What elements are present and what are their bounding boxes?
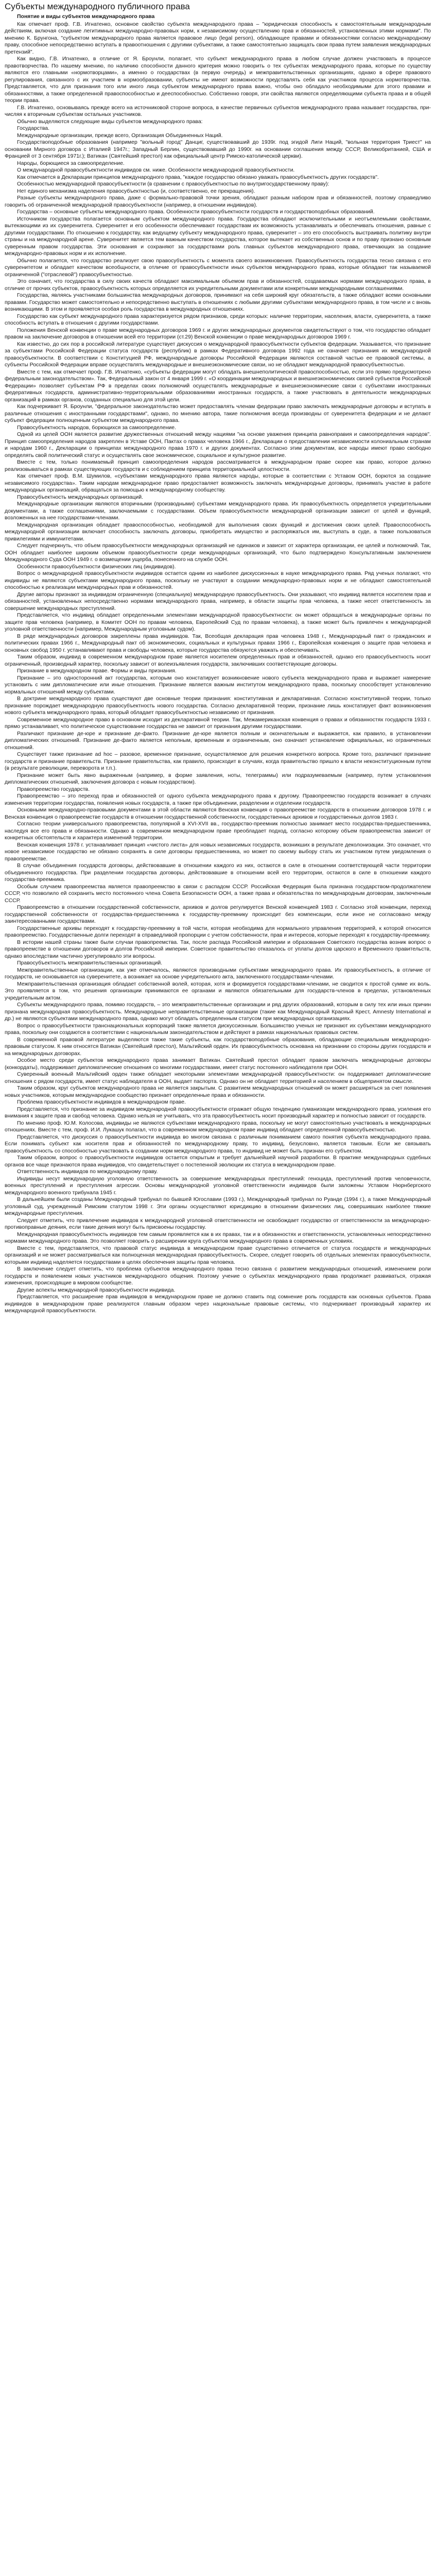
paragraph: Государства – основные субъекты международного права. Особенности правосубъектности государств и государствоподобных образований. — [17, 209, 375, 215]
paragraph: Представляется, что дискуссия о правосубъектности индивида во многом связана с различным пониманием самого понятия субъекта международного права. Если понимать субъект как носителя прав и обязанностей по международному праву, то индивид, безусловно, является таковым. Если же связывать правосубъектность со способностью участвовать в создании норм международного права, то индивид не может быть признан его субъектом. — [5, 1133, 431, 1154]
paragraph: В ряде международных договоров закреплены права индивидов. Так, Всеобщая декларация прав человека 1948 г., Международный пакт о гражданских и политических правах 1966 г., Международный пакт об экономических, социальных и культурных правах 1966 г., Европейская конвенция о защите прав человека и основных свобод 1950 г. устанавливают права и свободы человека, которые государства обязуются уважать и обеспечивать. — [5, 633, 431, 653]
paragraph: Правосубъектность международных организаций. — [17, 494, 143, 500]
paragraph: Г.В. Игнатенко, основываясь прежде всего на источниковой стороне вопроса, в качестве первичных субъектов международного права называет государства, причисляя к вторичным субъектам остальных участников. — [5, 104, 431, 117]
paragraph: Разные субъекты международного права, даже с формально-правовой точки зрения, обладают разным набором прав и обязанностей, поэтому справедливо говорить об ограниченной международной правосубъектности (например, в отношении индивидов). — [5, 195, 431, 208]
paragraph: О международной правосубъектности индивидов см. ниже. Особенности международной правосубъектности. — [17, 167, 295, 173]
paragraph: Таким образом, круг субъектов международного права не является закрытым. С развитием международных отношений он может расширяться за счет появления новых участников, которым международное сообщество признает определенные права и обязанности. — [5, 1085, 431, 1098]
paragraph: Источником государства полагается основным субъектом международного права. Государства обладают исключительными и неотъемлемыми свойствами, вытекающими из их суверенитета. Суверенитет и его особенности обеспечивают государствам их возможность устанавливать и обеспечивать отношения, равные с другими государствами. По отношению к государству, как ведущему субъекту международного права, суверенитет – это его способность выстраивать политику внутри страны и на международной арене. Суверенитет является тем важным качеством государства, которое вытекает из собственных основ и по праву признано основным суверенным правом государства. Эти основания и сохраняют за государствами роль главных субъектов международного права, отвечающих за создание международно-правовых норм и их исполнение. — [5, 215, 431, 257]
paragraph: Правопреемство – это переход прав и обязанностей от одного субъекта международного права к другому. Правопреемство государств возникает в случаях изменения территории государства, появления новых государств, а также при объединении, разделении и отделении государств. — [5, 793, 431, 806]
paragraph: Как отмечает проф. В.М. Шумилов, «субъектами международного права являются народы, которые в соответствии с Уставом ООН, борются за создание независимого государства». Таким народам международное право предоставляет возможность заключать международные договоры, принимать участие в работе международных организаций, обращаться за помощью к международному сообществу. — [5, 473, 431, 493]
paragraph: Обычно выделяются следующие виды субъектов международного права: — [17, 118, 203, 125]
paragraph: Как видно, Г.В. Игнатенко, в отличие от Я. Броунли, полагает, что субъект международного права в любом случае должен участвовать в процессе правотворчества. По нашему мнению, по наличию способности данного критерия можно говорить о тех субъектах международного права, которые по существу являются его главными «нормотворцами», а именно о государствах (в первую очередь) и межправительственных организациях, однако в сфере правового регулирования, связанного с их участием в нормообразовании, субъекты не имеют возможности представлять себя как участников процесса нормотворчества. Представляется, что для признания того или иного лица субъектом международного права важно, чтобы оно обладало необходимыми для этого правами и обязанностями, а также определенной правоспособностью и дееспособностью. Собственно говоря, эти свойства являются определяющими субъекта права и в общей теории права. — [5, 56, 431, 104]
paragraph: Особенностью международной правосубъектности (в сравнении с правосубъектностью по внутригосударственному праву): — [17, 181, 329, 187]
paragraph: Следует подчеркнуть, что объем правосубъектности международных организаций не одинаков и зависит от характера организации, ее целей и полномочий. Так, ООН обладает наиболее широким объемом правосубъектности среди международных организаций, что было подтверждено Консультативным заключением Международного Суда ООН 1949 г. о возмещении ущерба, понесенного на службе ООН. — [5, 543, 431, 563]
paragraph: Вопрос о правосубъектности транснациональных корпораций также является дискуссионным. Большинство ученых не признают их субъектами международного права, поскольку они создаются в соответствии с национальным законодательством и действуют в рамках национальных правовых систем. — [5, 1022, 431, 1036]
paragraph: Субъекты международного права, помимо государств, – это межправительственные организации и ряд других образований, которым в силу тех или иных причин признана международная правосубъектность. Международные неправительственные организации (такие как Международный Красный Крест, Amnesty International и др.) не являются субъектами международного права, однако могут обладать определенным статусом при международных организациях. — [5, 1002, 431, 1022]
paragraph: Таким образом, индивид в современном международном праве является носителем определенных прав и обязанностей, однако его правосубъектность носит ограниченный, производный характер, поскольку зависит от волеизъявления государств, заключивших соответствующие договоры. — [5, 654, 431, 667]
paragraph: Международные организации, прежде всего, Организация Объединенных Наций. — [17, 132, 223, 139]
paragraph: Как отмечает проф. Г.В. Игнатенко, основное свойство субъекта международного права – "юридическая способность к самостоятельным международным действиям, включая создание легитимных международно-правовых норм, к независимому осуществлению прав и обязанностей, установленных этими нормами". По мнению К. Брунгона, "субъектом международного права является правовое лицо (legal person), обладающее правами и обязанностями согласно международному праву, способное непосредственно вступать в правоотношения с другими субъектами, а также самостоятельно защищать свои права путем заявления международных претензий". — [5, 21, 431, 55]
paragraph: Вместе с тем, представляется, что правовой статус индивида в международном праве существенно отличается от статуса государств и международных организаций и не может рассматриваться как полноценная международная правосубъектность. Скорее, следует говорить об отдельных элементах правосубъектности, которыми индивид наделяется государствами в целях обеспечения защиты прав человека. — [5, 1245, 431, 1265]
paragraph: Государство как субъект международного права характеризуется рядом признаков, среди которых: наличие территории, населения, власти, суверенитета, а также способность вступать в отношения с другими государствами. — [5, 313, 431, 326]
paragraph: Правопреемство в отношении государственной собственности, архивов и долгов регулируется Венской конвенцией 1983 г. Согласно этой конвенции, переход государственной собственности от государства-предшественника к государству-преемнику происходит без компенсации, если иное не согласовано между заинтересованными государствами. — [5, 904, 431, 924]
paragraph: Как отмечается в Декларации принципов международного права, "каждое государство обязано уважать правосубъектность других государств". — [17, 174, 379, 180]
paragraph: Следует отметить, что привлечение индивидов к международной уголовной ответственности не освобождает государство от ответственности за международно-противоправные деяния, если такие деяния могут быть присвоены государству. — [5, 1217, 431, 1230]
paragraph: Государственные архивы переходят к государству-преемнику в той части, которая необходима для нормального управления территорией, к которой относится правопреемство. Государственные долги переходят в справедливой пропорции с учетом собственности, прав и интересов, которые переходят к государству-преемнику. — [5, 925, 431, 938]
paragraph: Международная организация обладает правоспособностью, необходимой для выполнения своих функций и достижения своих целей. Правоспособность международной организации включает способность заключать договоры, приобретать имущество и распоряжаться им, выступать в суде, а также пользоваться привилегиями и иммунитетами. — [5, 521, 431, 542]
paragraph: В истории нашей страны также были случаи правопреемства. Так, после распада Российской империи и образования Советского государства возник вопрос о правопреемстве в отношении договоров и долгов Российской империи. Советское правительство отказалось от уплаты долгов царского и Временного правительств, однако впоследствии частично урегулировало эти вопросы. — [5, 939, 431, 959]
paragraph: Другие авторы признают за индивидом ограниченную (специальную) международную правосубъектность. Они указывают, что индивид является носителем прав и обязанностей, установленных непосредственно нормами международного права, например, в области защиты прав человека, а также несет ответственность за совершение международных преступлений. — [5, 591, 431, 612]
paragraph: Межправительственная организация обладает собственной волей, которая, хотя и формируется государствами-членами, не сводится к простой сумме их воль. Это проявляется в том, что решения организации принимаются ее органами и являются обязательными для государств-членов в пределах, установленных учредительным актом. — [5, 980, 431, 1001]
paragraph: В заключение следует отметить, что проблема субъектов международного права тесно связана с развитием международных отношений, изменением роли государств и появлением новых участников международного общения. Поэтому учение о субъектах международного права продолжает развиваться, отражая изменения, происходящие в мировом сообществе. — [5, 1266, 431, 1286]
paragraph: Правосубъектность народов, борющихся за самоопределение. — [17, 424, 177, 431]
paragraph: Особенности правосубъектности физических лиц (индивидов). — [17, 563, 176, 570]
paragraph: Государства, являясь участниками большинства международных договоров, принимают на себя широкий круг обязательств, а также обладают всеми основными правами. Государство может самостоятельно и непосредственно выступать в отношениях с любыми другими субъектами международного права, в том числе и с вновь возникающими. В этом и проявляется особая роль государства в международных отношениях. — [5, 292, 431, 312]
paragraph: Представляется, что признание за индивидом международной правосубъектности отражает общую тенденцию гуманизации международного права, усиления его внимания к защите прав и свобод человека. Однако нельзя не учитывать, что эта правосубъектность носит производный характер и полностью зависит от государств. — [5, 1106, 431, 1119]
paragraph: Признание может быть явно выраженным (например, в форме заявления, ноты, телеграммы) или подразумеваемым (например, путем установления дипломатических отношений, заключения договора с новым государством). — [5, 772, 431, 785]
paragraph: Как известно, до сих пор в российской литературе существует дискуссия о международной правосубъектности субъектов федерации. Указывается, что признание за субъектами Российской Федерации статуса государств (республик) в рамках Федеративного договора 1992 года не означает признания их международной правосубъектности. В соответствии с Конституцией РФ, международные договоры Российской Федерации являются составной частью ее правовой системы, а субъекты Российской Федерации вправе осуществлять международные и внешнеэкономические связи, но не обладают международной правосубъектностью. — [5, 341, 431, 368]
paragraph: Государства. — [17, 125, 50, 131]
paragraph: В современной правовой литературе выделяются также такие субъекты, как государствоподобные образования, обладающие специальным международно-правовым статусом. К ним относятся Ватикан (Святейший престол), Мальтийский орден. Их правосубъектность основана на признании со стороны других государств и на международных договорах. — [5, 1036, 431, 1057]
paragraph: Основными международно-правовыми документами в этой области являются Венская конвенция о правопреемстве государств в отношении договоров 1978 г. и Венская конвенция о правопреемстве государств в отношении государственной собственности, государственных архивов и государственных долгов 1983 г. — [5, 807, 431, 820]
paragraph: Вместе с тем, только понимаемый принцип самоопределения народов рассматривается в международном праве скорее как право, которое должно реализовываться в рамках существующих государств и с соблюдением принципа территориальной целостности. — [5, 459, 431, 472]
paragraph: Ответственность индивидов по международному праву. — [17, 1168, 158, 1175]
paragraph: Народы, борющиеся за самоопределение. — [17, 160, 125, 166]
paragraph: Существует также признание ad hoc – разовое, временное признание, осуществляемое для решения конкретного вопроса. Кроме того, различают признание государств и признание правительств. Признание правительства, как правило, происходит в случаях, когда правительство пришло к власти неконституционным путем (в результате революции, переворота и т.п.). — [5, 751, 431, 771]
paragraph: Признание в международном праве. Формы и виды признания. — [17, 668, 177, 674]
paragraph: Особым случаем правопреемства является правопреемство в связи с распадом СССР. Российская Федерация была признана государством-продолжателем СССР, что позволило ей сохранить место постоянного члена Совета Безопасности ООН, а также права и обязательства по международным договорам, заключенным СССР. — [5, 883, 431, 904]
paragraph: Правопреемство государств. — [17, 786, 90, 792]
paragraph: Индивиды несут международную уголовную ответственность за совершение международных преступлений: геноцида, преступлений против человечности, военных преступлений и преступления агрессии. Основы международной уголовной ответственности индивидов были заложены Уставом Нюрнбергского международного военного трибунала 1945 г. — [5, 1175, 431, 1196]
paragraph: Одной из целей ООН является развитие дружественных отношений между нациями "на основе уважения принципа равноправия и самоопределения народов". Принцип самоопределения народов закреплен в Уставе ООН, Пактах о правах человека 1966 г., Декларации о предоставлении независимости колониальным странам и народам 1960 г., Декларации о принципах международного права 1970 г. и других документах. Согласно этим документам, все народы имеют право свободно определять свой политический статус и осуществлять свое экономическое, социальное и культурное развитие. — [5, 431, 431, 459]
paragraph: Суверенный военный Мальтийский орден также обладает некоторыми элементами международной правосубъектности: он поддерживает дипломатические отношения с рядом государств, имеет статус наблюдателя в ООН, выдает паспорта. Однако он не обладает территорией и населением в общепринятом смысле. — [5, 1071, 431, 1084]
paragraph: Межправительственные организации, как уже отмечалось, являются производными субъектами международного права. Их правосубъектность, в отличие от государств, не основывается на суверенитете, а возникает на основе учредительного акта, заключенного государствами-членами. — [5, 967, 431, 980]
paragraph: Обычно полагается, что государство реализует свою правосубъектность с момента своего возникновения. Правосубъектность государства тесно связана с его суверенитетом и обладает качеством всеобщности, в отличие от правосубъектности иных субъектов международного права, которые обладают так называемой ограниченной ("отраслевой") правосубъектностью. — [5, 257, 431, 278]
paragraph: Таким образом, вопрос о правосубъектности индивидов остается открытым и требует дальнейшей научной разработки. В практике международных судебных органов все чаще признаются права индивидов, что свидетельствует о постепенной эволюции их статуса в международном праве. — [5, 1155, 431, 1168]
document-body — [5, 21, 431, 1315]
paragraph: Международная правосубъектность индивидов тем самым проявляется как в их правах, так и в обязанностях и ответственности, установленных непосредственно нормами международного права. Это позволяет говорить о расширении круга субъектов международного права в современных условиях. — [5, 1231, 431, 1244]
paragraph: Представляется, что расширение прав индивидов в международном праве не должно ставить под сомнение роль государств как основных субъектов. Права индивидов в международном праве реализуются главным образом через национальные правовые системы, что подчеркивает производный характер их международной правосубъектности. — [5, 1294, 431, 1314]
paragraph: Венская конвенция 1978 г. устанавливает принцип «чистого листа» для новых независимых государств, возникших в результате деколонизации. Это означает, что новое независимое государство не обязано сохранять в силе договоры предшественника, но может по своему выбору стать их участником путем уведомления о правопреемстве. — [5, 841, 431, 862]
paragraph: В случае объединения государств договоры, действовавшие в отношении каждого из них, остаются в силе в отношении соответствующей части территории объединенного государства. При разделении государства договоры, действовавшие в отношении всей его территории, остаются в силе в отношении каждого государства-преемника. — [5, 862, 431, 883]
paragraph: Другие аспекты международной правосубъектности индивида. — [17, 1286, 176, 1293]
paragraph: Международные организации являются вторичными (производными) субъектами международного права. Их правосубъектность определяется учредительными документами, а также соглашениями, заключаемыми с государствами. Объем правосубъектности международной организации зависит от целей и функций, возложенных на нее государствами-членами. — [5, 501, 431, 521]
paragraph: Признание – это односторонний акт государства, которым оно констатирует возникновение нового субъекта международного права и выражает намерение установить с ним дипломатические или иные отношения. Признание является важным институтом международного права, поскольку способствует установлению нормальных отношений между субъектами. — [5, 674, 431, 695]
paragraph: Правосубъектность межправительственных организаций. — [17, 960, 163, 966]
paragraph: По мнению проф. Ю.М. Колосова, индивиды не являются субъектами международного права, поскольку не могут самостоятельно участвовать в международных отношениях. Вместе с тем, проф. И.И. Лукашук полагал, что в современном международном праве индивид обладает определенной правосубъектностью. — [5, 1120, 431, 1133]
paragraph: Проблема правосубъектности индивидов в международном праве. — [17, 1099, 186, 1105]
paragraph: Представляется, что индивид обладает определенными элементами международной правосубъектности: он может обращаться в международные органы по защите прав человека (например, в Комитет ООН по правам человека, Европейский Суд по правам человека), а также может быть привлечен к международной уголовной ответственности (например, Международным уголовным судом). — [5, 612, 431, 632]
paragraph: Это означает, что государства в силу своих качеств обладают максимальным объемом прав и обязанностей, создаваемых нормами международного права, в отличие от прочих субъектов, правосубъектность которых определяется их учредительными документами или конкретными международными соглашениями. — [5, 278, 431, 292]
paragraph: Вместе с тем, как отмечает проф. Г.В. Игнатенко, «субъекты федерации могут обладать внешнеполитической правоспособностью, если это прямо предусмотрено федеральным законодательством». Так, Федеральный закон от 4 января 1999 г. «О координации международных и внешнеэкономических связей субъектов Российской Федерации» позволяет субъектам РФ в пределах своих полномочий осуществлять международные и внешнеэкономические связи с субъектами иностранных федеративных государств, административно-территориальными образованиями иностранных государств, а также участвовать в деятельности международных организаций в рамках органов, созданных специально для этой цели. — [5, 368, 431, 403]
paragraph: В дальнейшем были созданы Международный трибунал по бывшей Югославии (1993 г.), Международный трибунал по Руанде (1994 г.), а также Международный уголовный суд, учрежденный Римским статутом 1998 г. Эти органы осуществляют юрисдикцию в отношении физических лиц, совершивших наиболее тяжкие международные преступления. — [5, 1196, 431, 1216]
paragraph: Вопрос о международной правосубъектности индивидов остается одним из наиболее дискуссионных в науке международного права. Ряд ученых полагают, что индивиды не являются субъектами международного права, поскольку не участвуют в создании международно-правовых норм и не обладают самостоятельной способностью к реализации международных прав и обязанностей. — [5, 570, 431, 590]
paragraph: В доктрине международного права существуют две основные теории признания: конститутивная и декларативная. Согласно конститутивной теории, только признание порождает международную правосубъектность нового государства. Согласно декларативной теории, признание лишь констатирует факт возникновения нового субъекта международного права, который обладает правосубъектностью независимо от признания. — [5, 696, 431, 716]
paragraph: Государствоподобные образования (например "вольный город" Данциг, существовавший до 1939г. под эгидой Лиги Наций, "вольная территория Триест" на основании Мирного договора с Италией 1947г.; Западный Берлин, существовавший до 1990г. на основании соглашения между СССР, Великобританией, США и Францией от 3 сентября 1971г.); Ватикан (Святейший престол) как официальный центр Римско-католической церкви). — [5, 139, 431, 159]
paragraph: Положения Венской конвенции о праве международных договоров 1969 г. и других международных документов свидетельствуют о том, что государство обладает правом на заключение договоров в отношении всей его территории (ст.29) Венской конвенции о праве международных договоров 1969 г. — [5, 327, 431, 340]
paragraph: Нет единого механизма наделения правосубъектностью (и, соответственно, ее прекращения). — [17, 188, 255, 194]
paragraph: Современное международное право в основном исходит из декларативной теории. Так, Межамериканская конвенция о правах и обязанностях государств 1933 г. прямо устанавливает, что политическое существование государства не зависит от признания другими государствами. — [5, 716, 431, 730]
paragraph: Особое место среди субъектов международного права занимает Ватикан. Святейший престол обладает правом заключать международные договоры (конкордаты), поддерживает дипломатические отношения со многими государствами, имеет статус постоянного наблюдателя при ООН. — [5, 1057, 431, 1071]
paragraph: Как подчеркивает Я. Броунли, "федеральное законодательство может предоставлять членам федерации право заключать международные договоры и вступать в различные отношения с иностранными государствами", однако, по мнению автора, такие полномочия всегда производны от суверенитета федерации и не делают субъект федерации полноценным субъектом международного права. — [5, 403, 431, 423]
document-title: Субъекты международного публичного права — [5, 2, 190, 11]
document-subtitle: Понятие и виды субъектов международного права — [17, 13, 155, 20]
paragraph: Различают признание де-юре и признание де-факто. Признание де-юре является полным и окончательным и выражается, как правило, в установлении дипломатических отношений. Признание де-факто является неполным, временным и ограниченным, оно означает установление официальных, но ограниченных отношений. — [5, 730, 431, 751]
paragraph: Согласно теории универсального правопреемства, популярной в XVI-XVII вв., государство-преемник полностью занимает место государства-предшественника, наследуя все его права и обязанности. Однако в современном международном праве преобладает подход, согласно которому объем правопреемства зависит от конкретных обстоятельств и характера изменений территории. — [5, 821, 431, 841]
